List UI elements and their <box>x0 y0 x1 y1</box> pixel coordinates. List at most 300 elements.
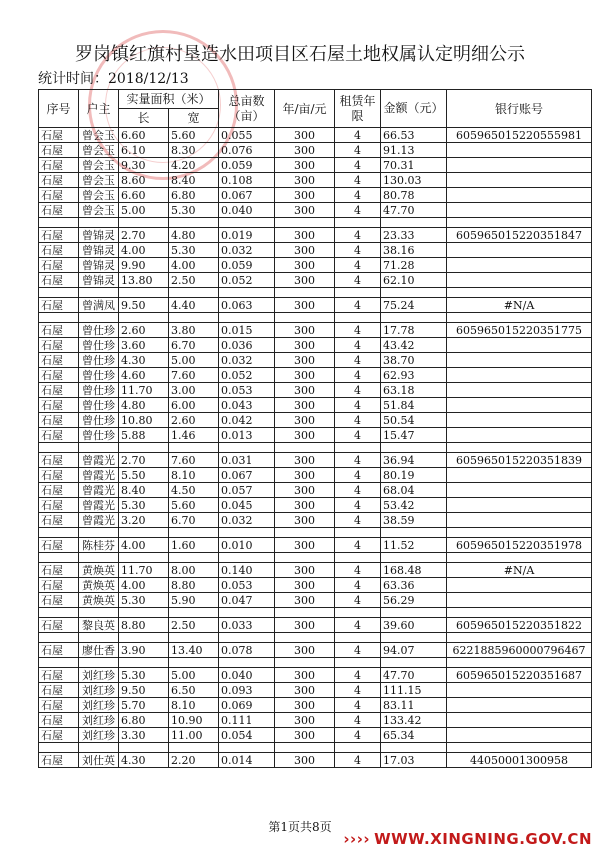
cell-length: 5.88 <box>119 428 169 443</box>
cell-amount: 39.60 <box>381 618 447 633</box>
spacer-cell <box>79 443 119 453</box>
cell-length: 8.60 <box>119 173 169 188</box>
cell-rate: 300 <box>275 368 335 383</box>
header-owner: 户主 <box>79 90 119 128</box>
cell-rate: 300 <box>275 698 335 713</box>
cell-rate: 300 <box>275 173 335 188</box>
cell-mu: 0.033 <box>219 618 275 633</box>
cell-mu: 0.032 <box>219 353 275 368</box>
cell-lease: 4 <box>335 643 381 658</box>
cell-length: 9.50 <box>119 298 169 313</box>
cell-amount: 36.94 <box>381 453 447 468</box>
table-row <box>39 753 592 768</box>
cell-account <box>447 498 592 513</box>
cell-location: 石屋 <box>39 468 79 483</box>
cell-mu: 0.140 <box>219 563 275 578</box>
cell-mu: 0.059 <box>219 158 275 173</box>
cell-owner: 曾仕珍 <box>79 338 119 353</box>
cell-account <box>447 353 592 368</box>
spacer-cell <box>275 443 335 453</box>
cell-rate: 300 <box>275 643 335 658</box>
cell-width: 5.00 <box>169 353 219 368</box>
arrow-decoration: ›››› <box>343 830 371 848</box>
cell-owner: 曾霞光 <box>79 453 119 468</box>
cell-lease: 4 <box>335 413 381 428</box>
cell-location: 石屋 <box>39 398 79 413</box>
cell-width: 5.30 <box>169 203 219 218</box>
cell-width: 7.60 <box>169 453 219 468</box>
spacer-cell <box>169 443 219 453</box>
cell-length: 5.70 <box>119 698 169 713</box>
table-row <box>39 353 592 368</box>
spacer-cell <box>79 218 119 228</box>
cell-length: 3.30 <box>119 728 169 743</box>
table-row <box>39 498 592 513</box>
group-spacer-row <box>39 443 592 453</box>
cell-amount: 17.03 <box>381 753 447 768</box>
spacer-cell <box>381 553 447 563</box>
spacer-cell <box>275 633 335 643</box>
spacer-cell <box>335 313 381 323</box>
cell-owner: 曾锦灵 <box>79 258 119 273</box>
spacer-cell <box>119 218 169 228</box>
cell-mu: 0.076 <box>219 143 275 158</box>
cell-location: 石屋 <box>39 643 79 658</box>
table-row <box>39 713 592 728</box>
cell-length: 11.70 <box>119 563 169 578</box>
spacer-cell <box>39 608 79 618</box>
cell-amount: 15.47 <box>381 428 447 443</box>
spacer-cell <box>381 608 447 618</box>
cell-amount: 56.29 <box>381 593 447 608</box>
spacer-cell <box>119 443 169 453</box>
cell-mu: 0.040 <box>219 668 275 683</box>
table-row <box>39 683 592 698</box>
cell-account <box>447 578 592 593</box>
cell-amount: 80.19 <box>381 468 447 483</box>
cell-location: 石屋 <box>39 483 79 498</box>
group-spacer-row <box>39 288 592 298</box>
cell-location: 石屋 <box>39 128 79 143</box>
spacer-cell <box>219 658 275 668</box>
spacer-cell <box>39 288 79 298</box>
spacer-cell <box>275 288 335 298</box>
table-row <box>39 258 592 273</box>
cell-location: 石屋 <box>39 158 79 173</box>
cell-rate: 300 <box>275 338 335 353</box>
cell-length: 4.30 <box>119 353 169 368</box>
cell-amount: 63.36 <box>381 578 447 593</box>
spacer-cell <box>275 608 335 618</box>
cell-width: 2.20 <box>169 753 219 768</box>
cell-mu: 0.047 <box>219 593 275 608</box>
land-rights-table <box>38 89 592 768</box>
cell-length: 11.70 <box>119 383 169 398</box>
spacer-cell <box>39 528 79 538</box>
cell-length: 4.00 <box>119 578 169 593</box>
cell-location: 石屋 <box>39 273 79 288</box>
cell-account: 605965015220351847 <box>447 228 592 243</box>
spacer-cell <box>335 553 381 563</box>
cell-mu: 0.015 <box>219 323 275 338</box>
spacer-cell <box>39 313 79 323</box>
cell-location: 石屋 <box>39 683 79 698</box>
cell-owner: 曾仕珍 <box>79 428 119 443</box>
cell-rate: 300 <box>275 498 335 513</box>
cell-owner: 黄焕英 <box>79 578 119 593</box>
cell-mu: 0.031 <box>219 453 275 468</box>
table-row <box>39 728 592 743</box>
cell-amount: 80.78 <box>381 188 447 203</box>
spacer-cell <box>219 218 275 228</box>
cell-location: 石屋 <box>39 593 79 608</box>
cell-account <box>447 273 592 288</box>
spacer-cell <box>381 528 447 538</box>
header-length: 长 <box>119 109 169 128</box>
cell-rate: 300 <box>275 563 335 578</box>
cell-amount: 47.70 <box>381 203 447 218</box>
cell-amount: 50.54 <box>381 413 447 428</box>
cell-owner: 曾锦灵 <box>79 228 119 243</box>
cell-account: 605965015220351839 <box>447 453 592 468</box>
cell-location: 石屋 <box>39 668 79 683</box>
cell-length: 9.50 <box>119 683 169 698</box>
cell-owner: 曾会玉 <box>79 158 119 173</box>
cell-location: 石屋 <box>39 578 79 593</box>
cell-lease: 4 <box>335 468 381 483</box>
cell-account: 605965015220351687 <box>447 668 592 683</box>
cell-amount: 17.78 <box>381 323 447 338</box>
cell-location: 石屋 <box>39 143 79 158</box>
spacer-cell <box>169 528 219 538</box>
cell-width: 7.60 <box>169 368 219 383</box>
cell-lease: 4 <box>335 338 381 353</box>
cell-owner: 曾会玉 <box>79 203 119 218</box>
cell-mu: 0.013 <box>219 428 275 443</box>
cell-lease: 4 <box>335 353 381 368</box>
table-row <box>39 188 592 203</box>
cell-owner: 曾仕珍 <box>79 383 119 398</box>
spacer-cell <box>447 743 592 753</box>
cell-mu: 0.040 <box>219 203 275 218</box>
cell-mu: 0.078 <box>219 643 275 658</box>
cell-width: 4.50 <box>169 483 219 498</box>
spacer-cell <box>169 288 219 298</box>
cell-width: 1.60 <box>169 538 219 553</box>
cell-rate: 300 <box>275 228 335 243</box>
spacer-cell <box>381 313 447 323</box>
site-url: WWW.XINGNING.GOV.CN <box>374 830 592 848</box>
cell-amount: 130.03 <box>381 173 447 188</box>
cell-account <box>447 413 592 428</box>
cell-account: #N/A <box>447 298 592 313</box>
spacer-cell <box>79 288 119 298</box>
cell-rate: 300 <box>275 353 335 368</box>
cell-mu: 0.053 <box>219 578 275 593</box>
cell-location: 石屋 <box>39 298 79 313</box>
spacer-cell <box>381 658 447 668</box>
cell-lease: 4 <box>335 618 381 633</box>
cell-owner: 廖仕香 <box>79 643 119 658</box>
cell-rate: 300 <box>275 713 335 728</box>
spacer-cell <box>119 608 169 618</box>
cell-lease: 4 <box>335 398 381 413</box>
cell-location: 石屋 <box>39 513 79 528</box>
spacer-cell <box>119 743 169 753</box>
cell-account <box>447 593 592 608</box>
cell-owner: 陈桂芬 <box>79 538 119 553</box>
spacer-cell <box>275 743 335 753</box>
table-row <box>39 618 592 633</box>
table-row <box>39 453 592 468</box>
cell-location: 石屋 <box>39 563 79 578</box>
cell-location: 石屋 <box>39 698 79 713</box>
cell-length: 4.30 <box>119 753 169 768</box>
cell-amount: 38.59 <box>381 513 447 528</box>
spacer-cell <box>447 608 592 618</box>
spacer-cell <box>275 528 335 538</box>
cell-length: 8.40 <box>119 483 169 498</box>
cell-rate: 300 <box>275 728 335 743</box>
cell-length: 2.60 <box>119 323 169 338</box>
cell-width: 2.50 <box>169 618 219 633</box>
cell-rate: 300 <box>275 753 335 768</box>
cell-mu: 0.093 <box>219 683 275 698</box>
cell-rate: 300 <box>275 243 335 258</box>
cell-lease: 4 <box>335 383 381 398</box>
cell-mu: 0.067 <box>219 468 275 483</box>
spacer-cell <box>119 288 169 298</box>
cell-width: 4.00 <box>169 258 219 273</box>
spacer-cell <box>119 528 169 538</box>
cell-owner: 曾会玉 <box>79 188 119 203</box>
cell-width: 5.00 <box>169 668 219 683</box>
cell-mu: 0.032 <box>219 513 275 528</box>
cell-rate: 300 <box>275 273 335 288</box>
cell-location: 石屋 <box>39 618 79 633</box>
table-row <box>39 143 592 158</box>
spacer-cell <box>447 658 592 668</box>
spacer-cell <box>169 658 219 668</box>
cell-length: 10.80 <box>119 413 169 428</box>
table-row <box>39 563 592 578</box>
spacer-cell <box>335 443 381 453</box>
cell-rate: 300 <box>275 398 335 413</box>
cell-owner: 曾霞光 <box>79 483 119 498</box>
cell-mu: 0.014 <box>219 753 275 768</box>
spacer-cell <box>219 553 275 563</box>
cell-width: 8.80 <box>169 578 219 593</box>
spacer-cell <box>447 218 592 228</box>
cell-length: 6.80 <box>119 713 169 728</box>
cell-lease: 4 <box>335 593 381 608</box>
cell-width: 8.00 <box>169 563 219 578</box>
cell-lease: 4 <box>335 498 381 513</box>
cell-width: 10.90 <box>169 713 219 728</box>
cell-width: 8.30 <box>169 143 219 158</box>
cell-width: 5.30 <box>169 243 219 258</box>
cell-owner: 曾锦灵 <box>79 273 119 288</box>
spacer-cell <box>335 633 381 643</box>
table-row <box>39 383 592 398</box>
cell-mu: 0.032 <box>219 243 275 258</box>
cell-location: 石屋 <box>39 413 79 428</box>
cell-account <box>447 243 592 258</box>
cell-lease: 4 <box>335 683 381 698</box>
cell-length: 8.80 <box>119 618 169 633</box>
cell-owner: 刘红珍 <box>79 728 119 743</box>
header-mu: 总亩数（亩） <box>219 90 275 128</box>
cell-width: 4.40 <box>169 298 219 313</box>
cell-lease: 4 <box>335 298 381 313</box>
cell-location: 石屋 <box>39 713 79 728</box>
cell-account <box>447 383 592 398</box>
group-spacer-row <box>39 553 592 563</box>
spacer-cell <box>169 218 219 228</box>
cell-account <box>447 728 592 743</box>
cell-owner: 曾霞光 <box>79 498 119 513</box>
cell-length: 4.00 <box>119 243 169 258</box>
cell-amount: 133.42 <box>381 713 447 728</box>
spacer-cell <box>219 633 275 643</box>
spacer-cell <box>79 528 119 538</box>
cell-lease: 4 <box>335 668 381 683</box>
spacer-cell <box>447 443 592 453</box>
group-spacer-row <box>39 743 592 753</box>
spacer-cell <box>335 608 381 618</box>
spacer-cell <box>335 658 381 668</box>
cell-account <box>447 203 592 218</box>
cell-rate: 300 <box>275 668 335 683</box>
spacer-cell <box>447 553 592 563</box>
table-row <box>39 668 592 683</box>
table-row <box>39 273 592 288</box>
cell-rate: 300 <box>275 158 335 173</box>
spacer-cell <box>381 288 447 298</box>
cell-width: 3.00 <box>169 383 219 398</box>
cell-mu: 0.053 <box>219 383 275 398</box>
cell-width: 11.00 <box>169 728 219 743</box>
header-amount: 金额（元） <box>381 90 447 128</box>
cell-amount: 94.07 <box>381 643 447 658</box>
spacer-cell <box>79 658 119 668</box>
cell-account <box>447 713 592 728</box>
spacer-cell <box>119 658 169 668</box>
cell-length: 2.70 <box>119 228 169 243</box>
cell-location: 石屋 <box>39 353 79 368</box>
group-spacer-row <box>39 608 592 618</box>
cell-mu: 0.057 <box>219 483 275 498</box>
cell-width: 3.80 <box>169 323 219 338</box>
spacer-cell <box>169 608 219 618</box>
cell-amount: 38.16 <box>381 243 447 258</box>
cell-amount: 62.93 <box>381 368 447 383</box>
cell-width: 6.80 <box>169 188 219 203</box>
cell-length: 6.60 <box>119 128 169 143</box>
cell-owner: 曾霞光 <box>79 513 119 528</box>
cell-rate: 300 <box>275 513 335 528</box>
cell-rate: 300 <box>275 128 335 143</box>
table-row <box>39 368 592 383</box>
cell-width: 5.60 <box>169 498 219 513</box>
cell-mu: 0.059 <box>219 258 275 273</box>
group-spacer-row <box>39 313 592 323</box>
cell-amount: 66.53 <box>381 128 447 143</box>
cell-owner: 曾仕珍 <box>79 353 119 368</box>
cell-location: 石屋 <box>39 173 79 188</box>
spacer-cell <box>275 658 335 668</box>
cell-width: 4.80 <box>169 228 219 243</box>
table-row <box>39 228 592 243</box>
cell-account <box>447 483 592 498</box>
spacer-cell <box>275 218 335 228</box>
cell-width: 13.40 <box>169 643 219 658</box>
table-body <box>39 128 592 768</box>
cell-account <box>447 513 592 528</box>
cell-location: 石屋 <box>39 453 79 468</box>
cell-account: 622188596000079646​7 <box>447 643 592 658</box>
table-row <box>39 128 592 143</box>
cell-owner: 刘红珍 <box>79 668 119 683</box>
cell-width: 6.00 <box>169 398 219 413</box>
table-row <box>39 243 592 258</box>
cell-amount: 43.42 <box>381 338 447 353</box>
cell-length: 3.20 <box>119 513 169 528</box>
cell-rate: 300 <box>275 428 335 443</box>
header-width: 宽 <box>169 109 219 128</box>
spacer-cell <box>447 288 592 298</box>
cell-lease: 4 <box>335 243 381 258</box>
cell-rate: 300 <box>275 538 335 553</box>
header-area: 实量面积（米） <box>119 90 219 109</box>
cell-location: 石屋 <box>39 323 79 338</box>
cell-account <box>447 158 592 173</box>
cell-length: 5.00 <box>119 203 169 218</box>
cell-rate: 300 <box>275 593 335 608</box>
cell-owner: 曾仕珍 <box>79 413 119 428</box>
table-row <box>39 173 592 188</box>
cell-lease: 4 <box>335 563 381 578</box>
cell-owner: 黄焕英 <box>79 563 119 578</box>
spacer-cell <box>219 608 275 618</box>
spacer-cell <box>275 313 335 323</box>
table-row <box>39 513 592 528</box>
cell-rate: 300 <box>275 323 335 338</box>
cell-lease: 4 <box>335 203 381 218</box>
spacer-cell <box>39 443 79 453</box>
cell-location: 石屋 <box>39 203 79 218</box>
cell-owner: 黎良英 <box>79 618 119 633</box>
cell-rate: 300 <box>275 413 335 428</box>
cell-amount: 70.31 <box>381 158 447 173</box>
cell-account <box>447 173 592 188</box>
cell-amount: 83.11 <box>381 698 447 713</box>
cell-location: 石屋 <box>39 188 79 203</box>
spacer-cell <box>39 218 79 228</box>
spacer-cell <box>79 633 119 643</box>
cell-mu: 0.111 <box>219 713 275 728</box>
cell-length: 6.10 <box>119 143 169 158</box>
cell-owner: 曾仕珍 <box>79 368 119 383</box>
cell-length: 5.30 <box>119 593 169 608</box>
cell-rate: 300 <box>275 298 335 313</box>
cell-amount: 11.52 <box>381 538 447 553</box>
table-row <box>39 698 592 713</box>
header-rate: 年/亩/元 <box>275 90 335 128</box>
cell-length: 13.80 <box>119 273 169 288</box>
cell-location: 石屋 <box>39 228 79 243</box>
cell-width: 8.40 <box>169 173 219 188</box>
